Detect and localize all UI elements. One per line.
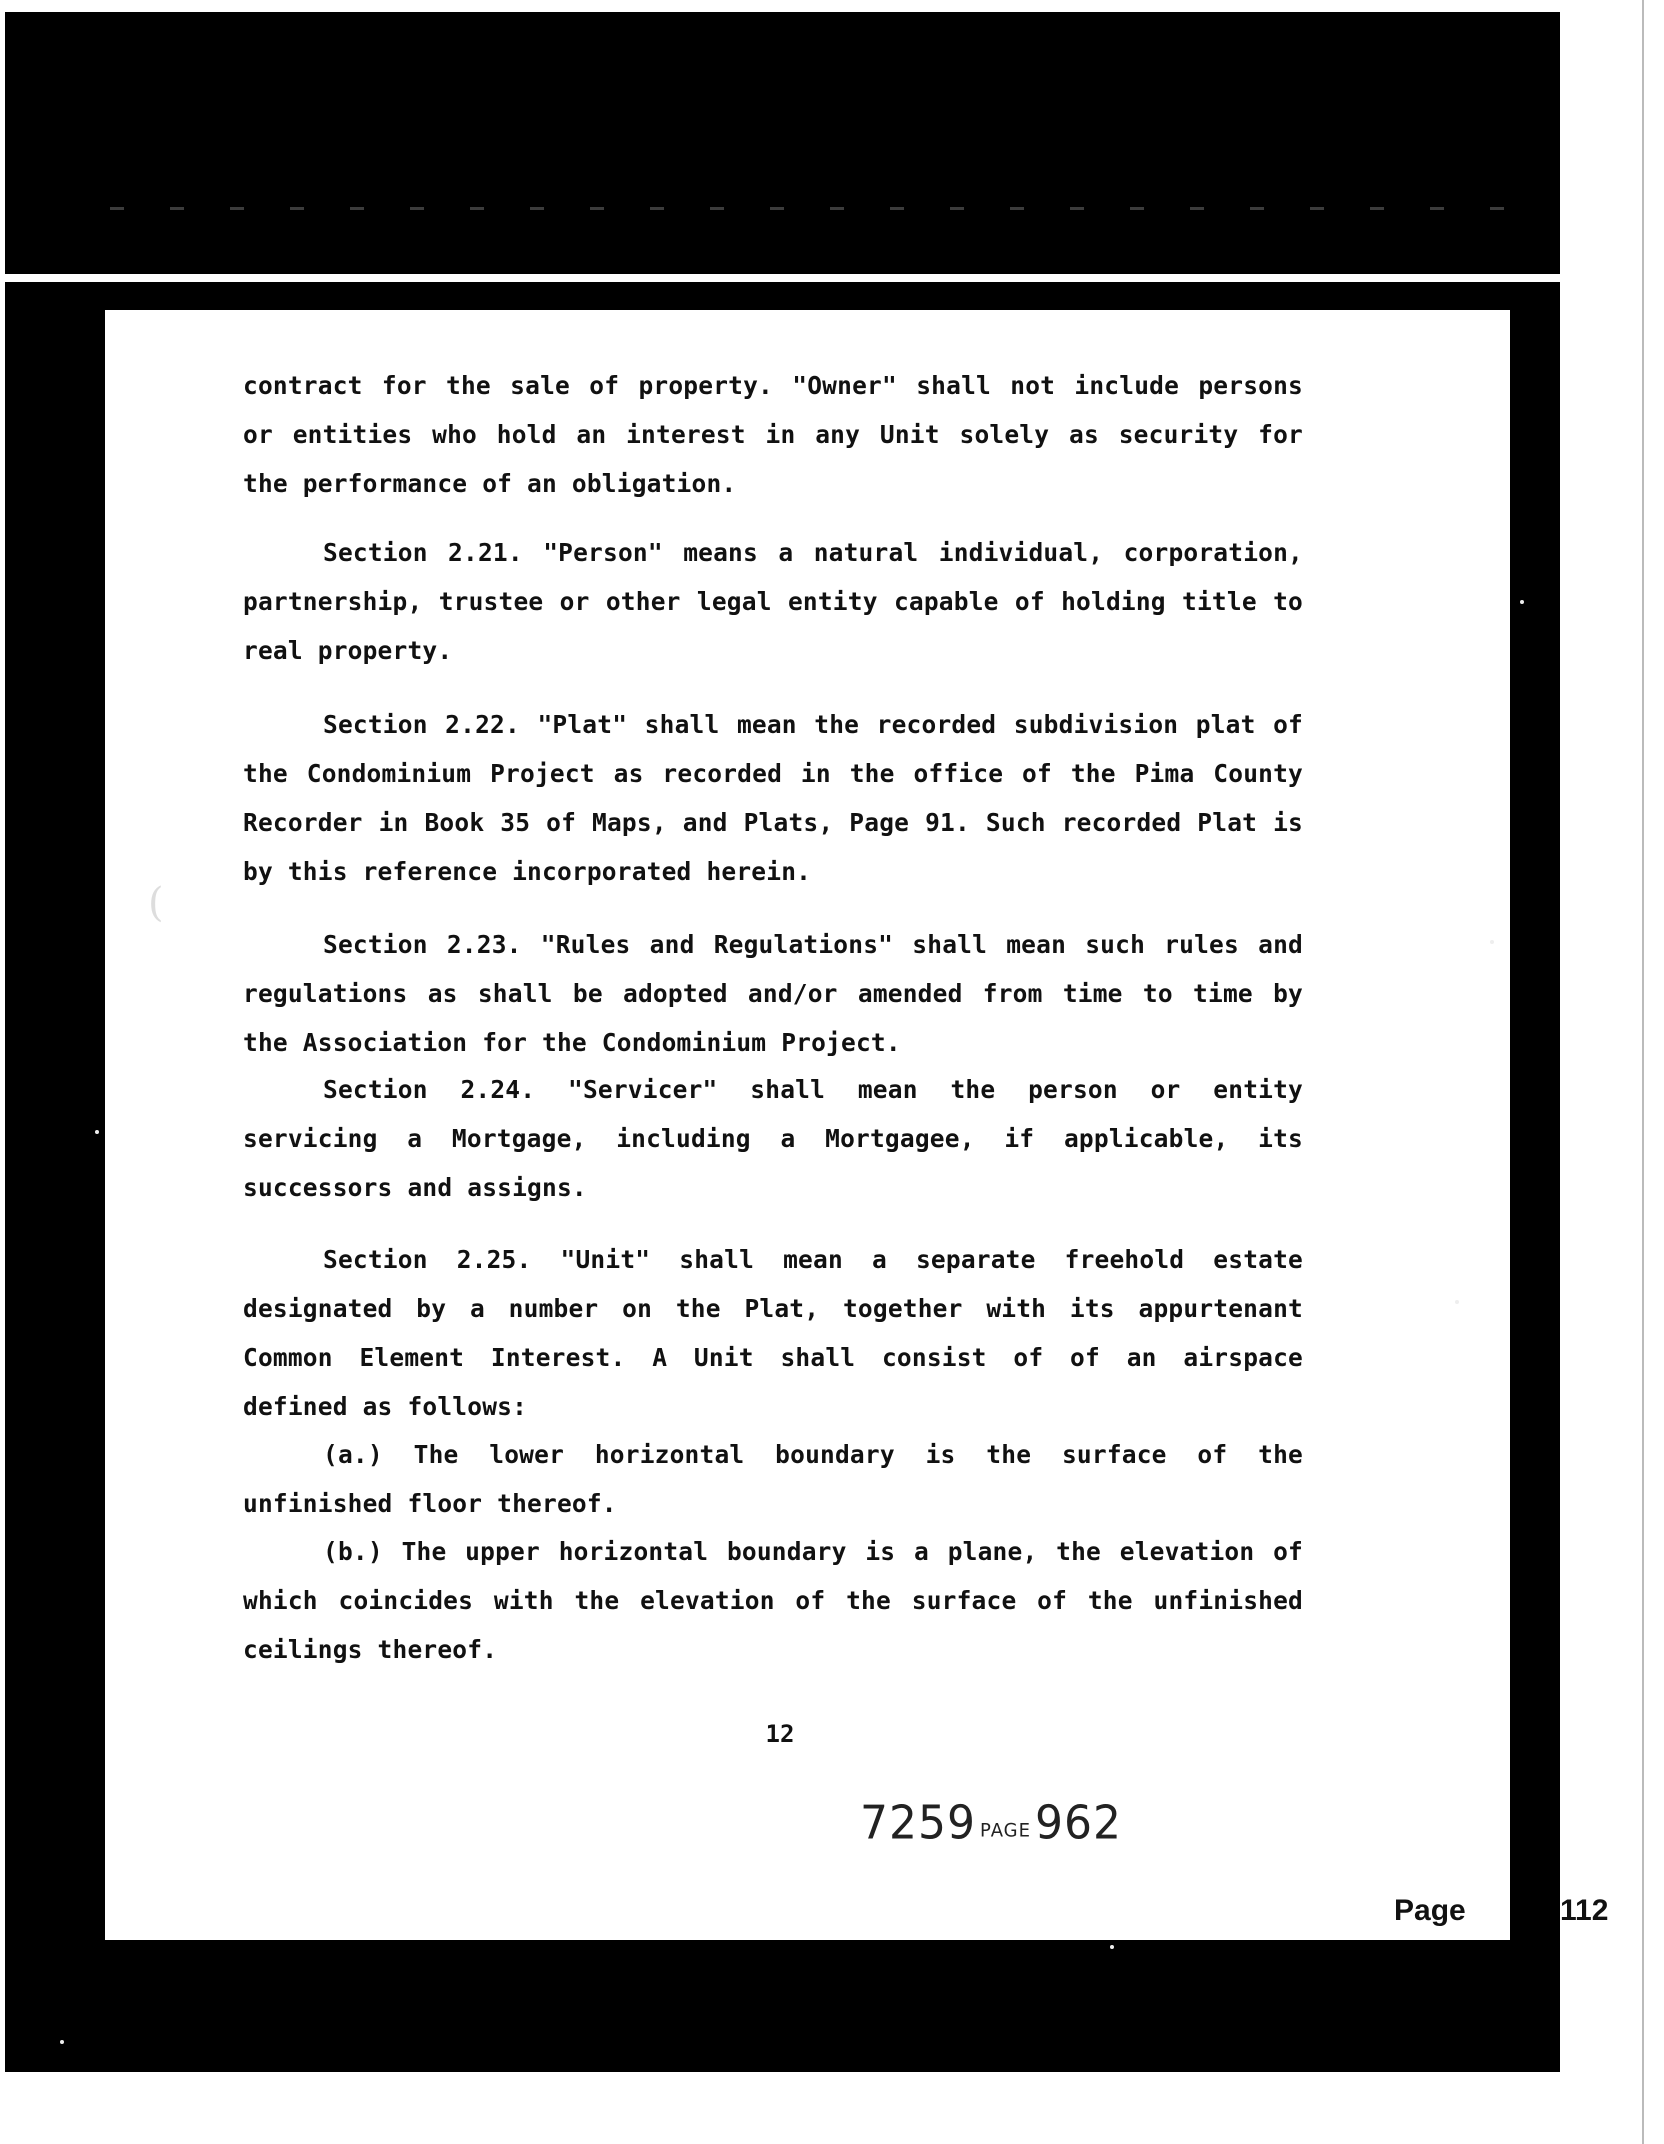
paragraph-boundary-b: (b.) The upper horizontal boundary is a plane, the elevation of which coincides with the elevation of the surface of the unfinished ceilings thereof.: [243, 1537, 1303, 1664]
scan-speck: [1110, 1945, 1114, 1949]
page-edge: [1642, 0, 1644, 2144]
paragraph-section-2-25: Section 2.25. "Unit" shall mean a separate freehold estate designated by a number on the Plat, together with its appurtenant Common Element Interest. A Unit shall consist of of an airspace defined as follows:: [243, 1245, 1303, 1421]
scan-black-header: [5, 12, 1560, 274]
paragraph-section-2-23: Section 2.23. "Rules and Regulations" shall mean such rules and regulations as shall be adopted and/or amended from time to time by the Association for the Condominium Project.: [243, 930, 1303, 1057]
paragraph-section-2-24: Section 2.24. "Servicer" shall mean the person or entity servicing a Mortgage, including a Mortgagee, if applicable, its successors and assigns.: [243, 1075, 1303, 1202]
scan-white-strip: [5, 274, 1560, 282]
recorder-stamp: [860, 1797, 1122, 1851]
footer-page-label: Page: [1390, 1894, 1470, 1928]
paragraph-section-2-21: Section 2.21. "Person" means a natural individual, corporation, partnership, trustee or other legal entity capable of holding title to real property.: [243, 538, 1303, 665]
stamp-page: 962: [1035, 1796, 1122, 1851]
margin-handwriting-mark: (: [148, 880, 164, 926]
scan-speck: [60, 2040, 64, 2044]
paragraph-boundary-a: (a.) The lower horizontal boundary is the surface of the unfinished floor thereof.: [243, 1440, 1303, 1518]
scan-dash-line: [110, 207, 1530, 210]
paragraph-owner-cont: contract for the sale of property. "Owner" shall not include persons or entities who hold an interest in any Unit solely as security for the performance of an obligation.: [243, 371, 1303, 498]
page-number: 12: [765, 1720, 795, 1748]
scan-speck: [1455, 1300, 1459, 1304]
paragraph-section-2-22: Section 2.22. "Plat" shall mean the recorded subdivision plat of the Condominium Project as recorded in the office of the Pima County Recorder in Book 35 of Maps, and Plats, Page 91. Such recorded Plat is by this reference incorporated herein.: [243, 710, 1303, 886]
scan-speck: [1520, 600, 1524, 604]
footer-page-count: 112: [1560, 1894, 1609, 1927]
scan-speck: [1490, 940, 1494, 944]
stamp-mid: PAGE: [979, 1819, 1032, 1842]
scan-speck: [95, 1130, 99, 1134]
stamp-book: 7259: [860, 1796, 976, 1851]
